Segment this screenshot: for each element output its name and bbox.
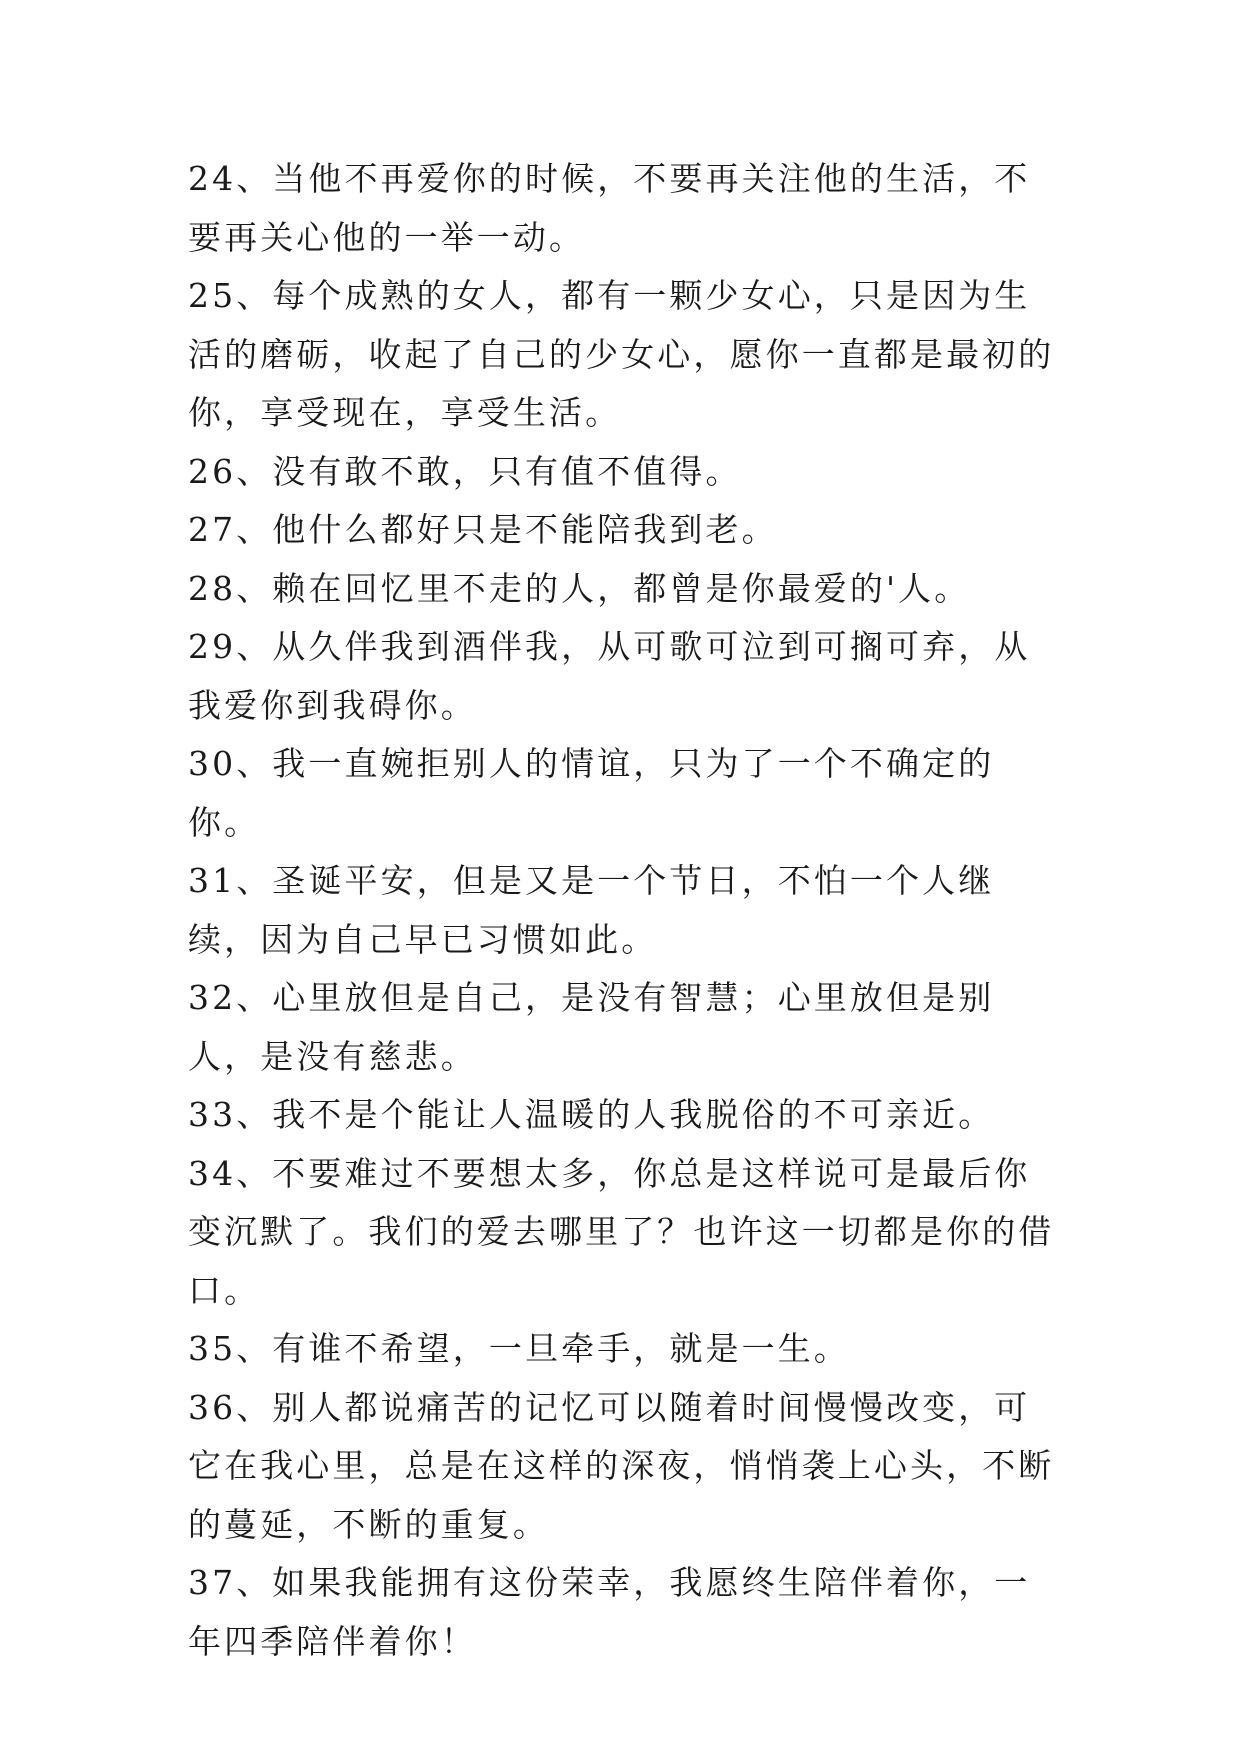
quote-item-29: 29、从久伴我到酒伴我，从可歌可泣到可搁可弃，从我爱你到我碍你。	[188, 627, 1031, 725]
quote-item-33: 33、我不是个能让人温暖的人我脱俗的不可亲近。	[188, 1095, 995, 1134]
document-page	[188, 150, 1060, 1671]
quote-item-32: 32、心里放但是自己，是没有智慧；心里放但是别人，是没有慈悲。	[188, 978, 995, 1076]
quote-item-24: 24、当他不再爱你的时候，不要再关注他的生活，不要再关心他的一举一动。	[188, 159, 1031, 257]
quote-item-35: 35、有谁不希望，一旦牵手，就是一生。	[188, 1329, 850, 1368]
quote-item-37: 37、如果我能拥有这份荣幸，我愿终生陪伴着你，一年四季陪伴着你！	[188, 1563, 1031, 1661]
quote-item-30: 30、我一直婉拒别人的情谊，只为了一个不确定的你。	[188, 744, 995, 842]
quote-item-31: 31、圣诞平安，但是又是一个节日，不怕一个人继续，因为自己早已习惯如此。	[188, 861, 995, 959]
quote-item-26: 26、没有敢不敢，只有值不值得。	[188, 451, 742, 491]
quote-item-34: 34、不要难过不要想太多，你总是这样说可是最后你变沉默了。我们的爱去哪里了？也许这一切都是你的借口。	[188, 1153, 1055, 1310]
quote-item-27: 27、他什么都好只是不能陪我到老。	[188, 510, 778, 549]
quote-item-25: 25、每个成熟的女人，都有一颗少女心，只是因为生活的磨砺，收起了自己的少女心，愿你一直都是最初的你，享受现在，享受生活。	[188, 276, 1055, 432]
quote-item-28: 28、赖在回忆里不走的人，都曾是你最爱的'人。	[188, 568, 971, 608]
quote-item-36: 36、别人都说痛苦的记忆可以随着时间慢慢改变，可它在我心里，总是在这样的深夜，悄悄袭上心头，不断的蔓延，不断的重复。	[188, 1387, 1055, 1544]
